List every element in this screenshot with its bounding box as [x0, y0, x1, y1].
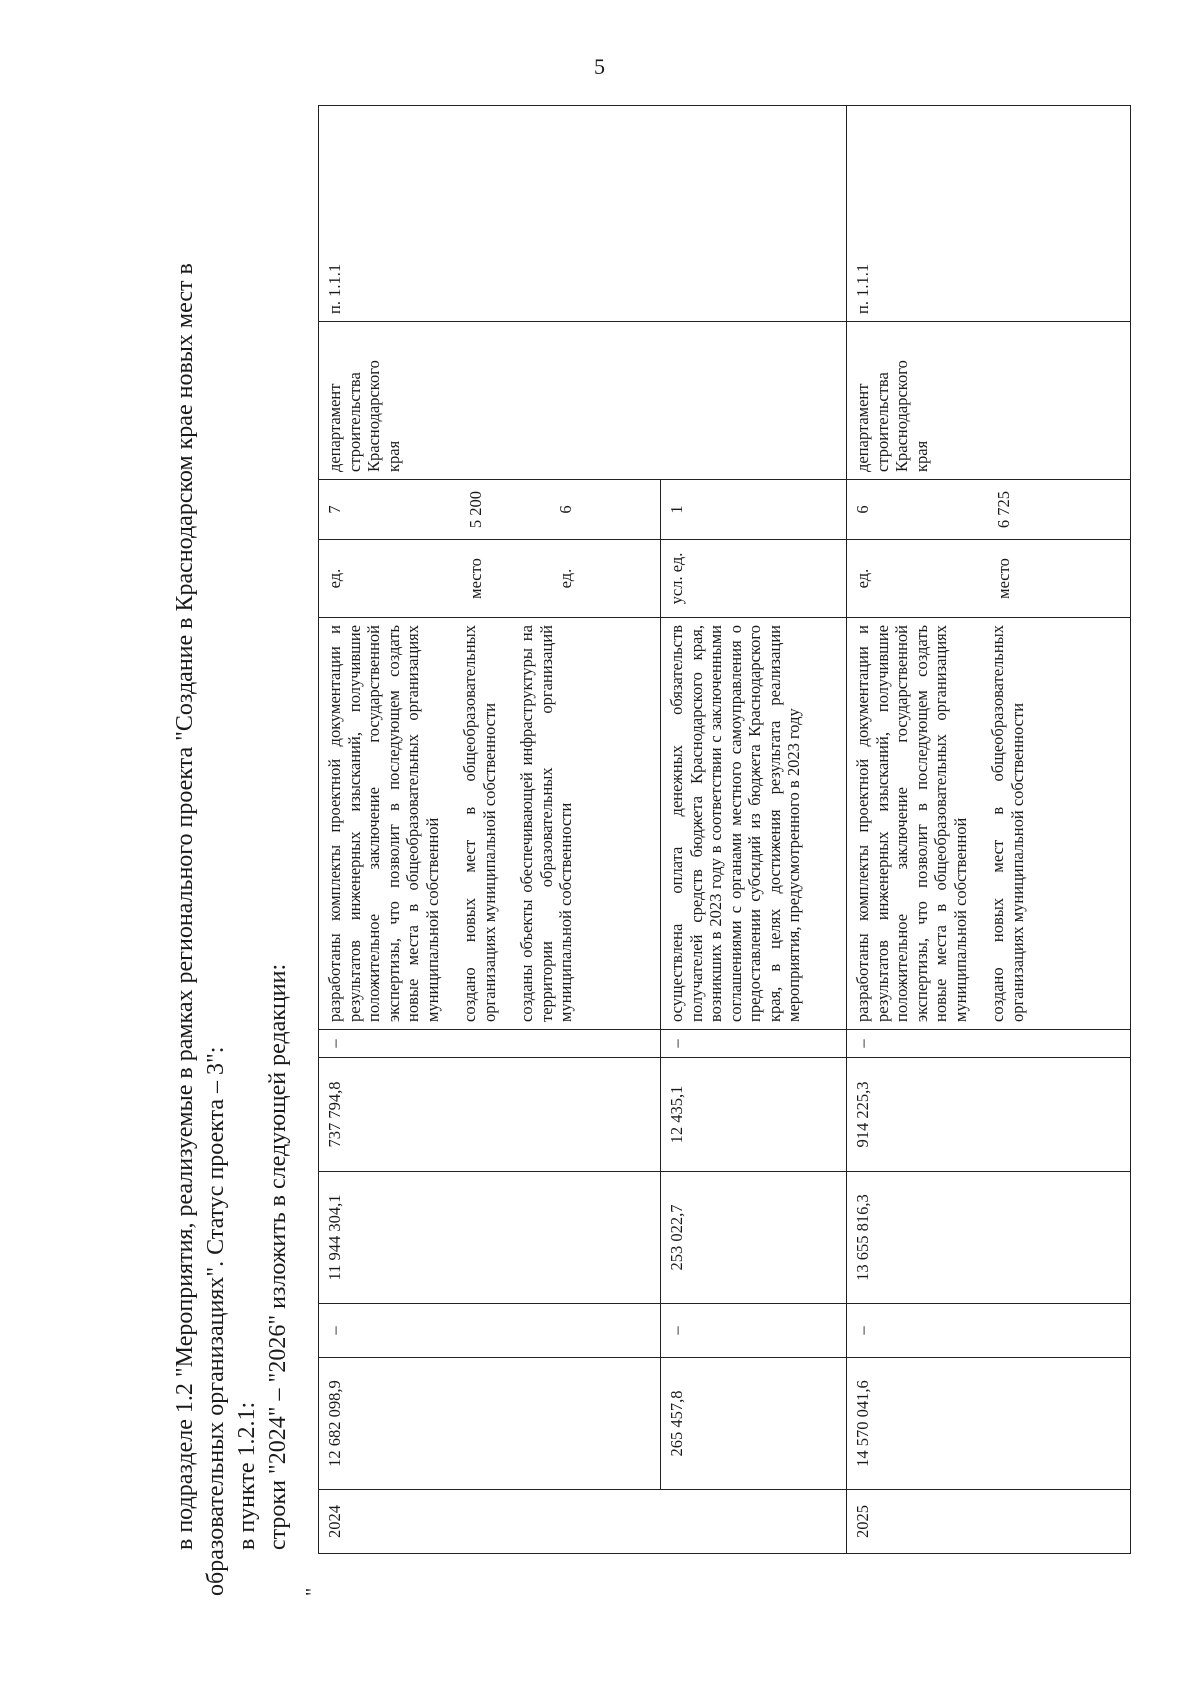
value-cell [847, 480, 1131, 540]
year-cell: 2025 [847, 1490, 1131, 1554]
other-cell: – [319, 1030, 661, 1058]
result-item: создано новых мест в общеобразовательных организациях муниципальной собственности [988, 625, 1027, 1022]
value-item: 7 [325, 505, 344, 514]
other-cell: – [847, 1030, 1131, 1058]
results-cell [661, 618, 847, 1030]
unit-item: ед. [325, 568, 344, 589]
intro-line-item: в пункте 1.2.1: [234, 1401, 260, 1550]
amendment-intro [170, 106, 294, 1596]
federal-cell: – [661, 1304, 847, 1358]
reference-cell: п. 1.1.1 [319, 106, 661, 322]
other-cell: – [661, 1030, 847, 1058]
federal-cell: – [319, 1304, 661, 1358]
results-cell [847, 618, 1131, 1030]
executor-cell [661, 322, 847, 480]
rotated-landscape-content [170, 106, 1130, 1596]
value-item: 6 725 [994, 490, 1013, 529]
program-measures-table [318, 105, 1131, 1554]
regional-cell: 13 655 816,3 [847, 1172, 1131, 1304]
value-item: 6 [853, 505, 872, 514]
value-item: 5 200 [466, 490, 485, 529]
executor-cell: департамент строительства Краснодарского края [847, 322, 1131, 480]
executor-cell: департамент строительства Краснодарского края [319, 322, 661, 480]
unit-item: ед. [556, 568, 575, 589]
value-item: 6 [556, 505, 575, 514]
value-cell [319, 480, 661, 540]
intro-line-rows: строки "2024" – "2026" изложить в следующей редакции: [265, 963, 291, 1550]
federal-cell: – [847, 1304, 1131, 1358]
year-cell [661, 1490, 847, 1554]
municipal-cell: 737 794,8 [319, 1058, 661, 1172]
result-item: созданы объекты обеспечивающей инфраструктуры на территории образовательных организаций муниципальной собственности [517, 625, 575, 1022]
intro-line-subsection: в подразделе 1.2 "Мероприятия, реализуемые в рамках регионального проекта "Создание в Краснодарском крае новых мест в образовательных организациях". Статус проекта – 3": [172, 263, 229, 1596]
page-number: 5 [594, 54, 605, 79]
table-row-2025 [847, 106, 1131, 1554]
unit-cell [847, 540, 1131, 618]
table-row-2024-continued [661, 106, 847, 1554]
unit-item: место [994, 558, 1013, 599]
total-cell: 265 457,8 [661, 1358, 847, 1490]
result-item: осуществлена оплата денежных обязательств получателей средств бюджета Краснодарского края, возникших в 2023 году в соответствии с заключенными соглашениями с органами местного самоуправления о предоставлении субсидий из бюджета Краснодарского края, в целях достижения результата реализации мероприятия, предусмотренного в 2023 году [667, 625, 803, 1022]
municipal-cell: 12 435,1 [661, 1058, 847, 1172]
reference-cell: п. 1.1.1 [847, 106, 1131, 322]
regional-cell: 11 944 304,1 [319, 1172, 661, 1304]
table-row-2024 [319, 106, 661, 1554]
unit-item: ед. [853, 568, 872, 589]
total-cell: 14 570 041,6 [847, 1358, 1131, 1490]
results-cell [319, 618, 661, 1030]
result-item: разработаны комплекты проектной документации и результатов инженерных изысканий, получившие положительное заключение государственной экспертизы, что позволит в последующем создать новые места в общеобразовательных организациях муниципальной собственной [325, 625, 442, 1022]
result-item: создано новых мест в общеобразовательных организациях муниципальной собственности [460, 625, 499, 1022]
unit-cell [319, 540, 661, 618]
unit-cell: усл. ед. [661, 540, 847, 618]
value-cell: 1 [661, 480, 847, 540]
reference-cell [661, 106, 847, 322]
opening-quote-mark: " [302, 1587, 324, 1596]
regional-cell: 253 022,7 [661, 1172, 847, 1304]
unit-item: место [466, 558, 485, 599]
year-cell: 2024 [319, 1490, 661, 1554]
municipal-cell: 914 225,3 [847, 1058, 1131, 1172]
result-item: разработаны комплекты проектной документации и результатов инженерных изысканий, получившие положительное заключение государственной экспертизы, что позволит в последующем создать новые места в общеобразовательных организациях муниципальной собственной [853, 625, 970, 1022]
total-cell: 12 682 098,9 [319, 1358, 661, 1490]
